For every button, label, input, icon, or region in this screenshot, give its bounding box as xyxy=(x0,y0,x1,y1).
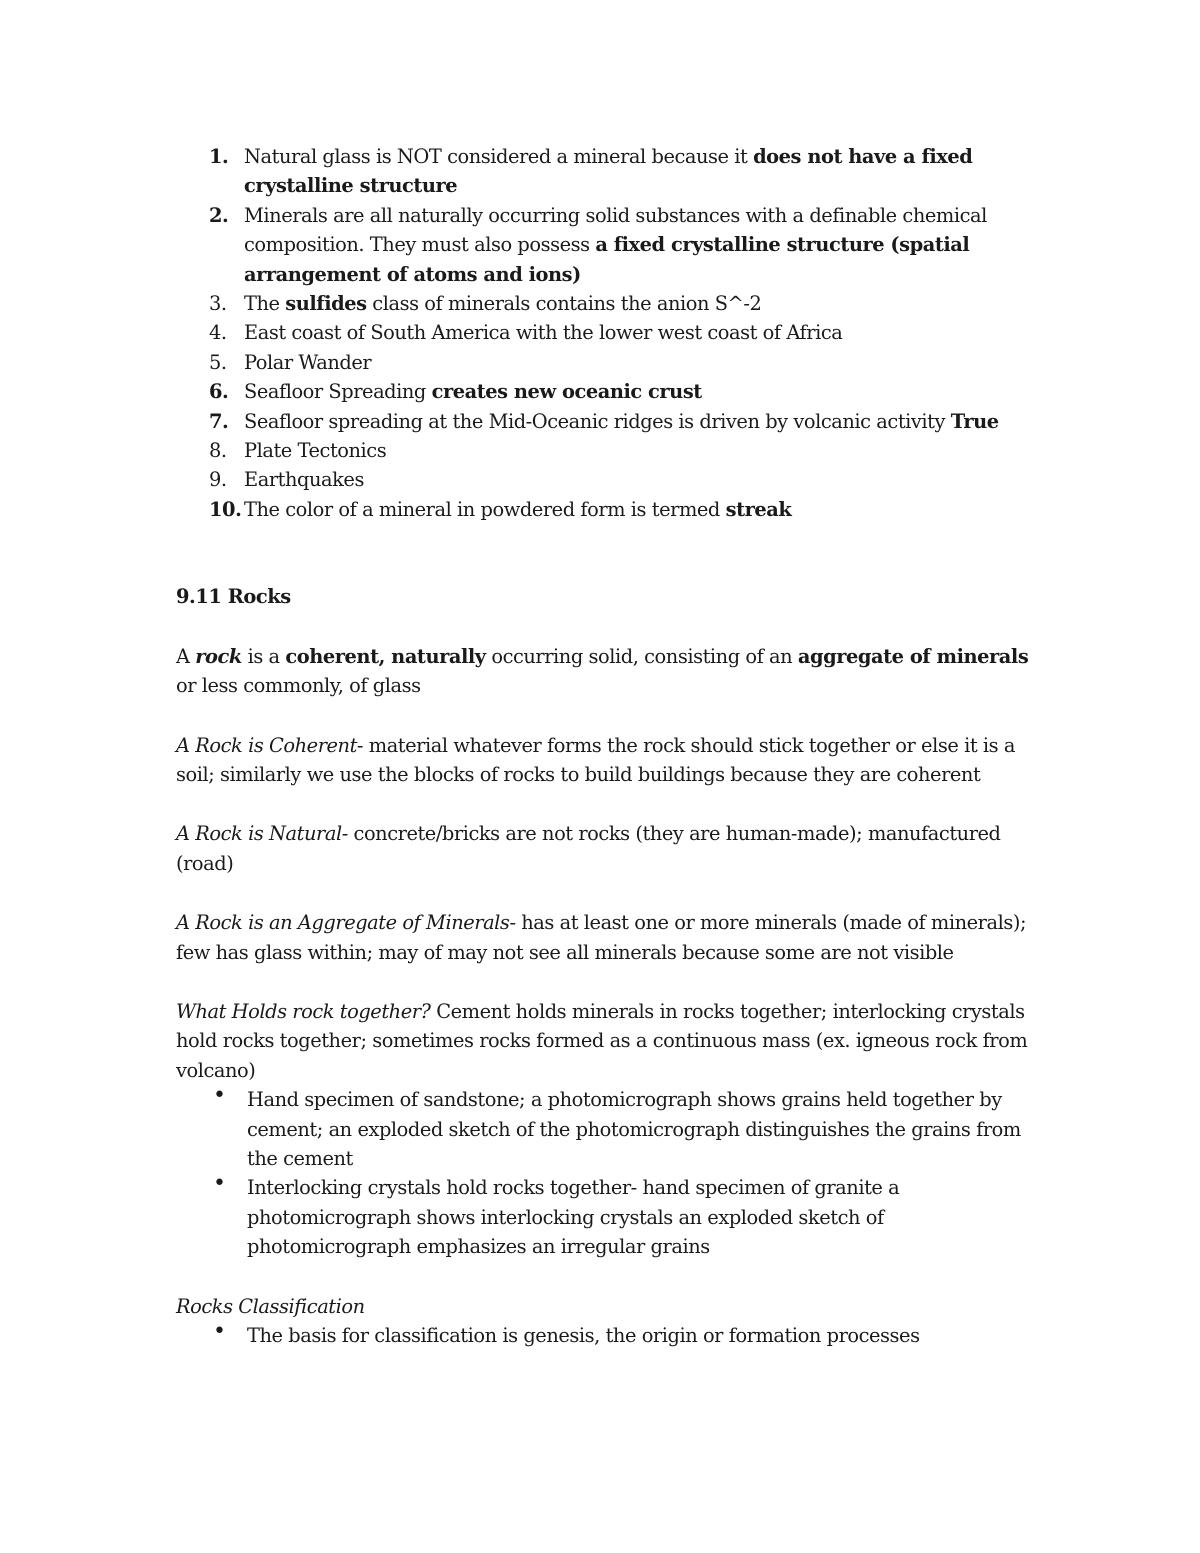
item-number: 9. xyxy=(209,468,227,492)
list-item: 3. The sulfides class of minerals contains the anion S^-2 xyxy=(176,289,1036,318)
item-number: 5. xyxy=(209,350,227,374)
list-item: • Interlocking crystals hold rocks together- hand specimen of granite a photomicrograph shows interlocking crystals an exploded sketch of photomicrograph emphasizes an irregular grains xyxy=(213,1171,900,1259)
item-number: 3. xyxy=(209,292,227,316)
classification-bullets xyxy=(176,1321,1036,1350)
bullet-icon: • xyxy=(213,1319,226,1344)
list-item: 4. East coast of South America with the lower west coast of Africa xyxy=(176,318,1036,347)
list-item: 6. Seafloor Spreading creates new oceanic crust xyxy=(176,377,1036,406)
list-item: • The basis for classification is genesis, the origin or formation processes xyxy=(213,1319,920,1347)
bullet-icon: • xyxy=(213,1083,226,1109)
holds-paragraph: What Holds rock together? Cement holds minerals in rocks together; interlocking crystals hold rocks together; sometimes rocks formed as a continuous mass (ex. igneous rock from volcano) xyxy=(176,999,1028,1082)
item-number: 2. xyxy=(209,203,229,227)
natural-paragraph: A Rock is Natural- concrete/bricks are not rocks (they are human-made); manufactured (road) xyxy=(176,822,1001,875)
list-item: 1. Natural glass is NOT considered a mineral because it does not have a fixed crystalline structure xyxy=(176,142,1036,201)
item-number: 7. xyxy=(209,409,229,433)
classification-heading: Rocks Classification xyxy=(176,1294,365,1318)
rock-definition: A rock is a coherent, naturally occurring solid, consisting of an aggregate of minerals or less commonly, of glass xyxy=(176,644,1029,698)
section-heading: 9.11 Rocks xyxy=(176,585,291,609)
list-item: 7. Seafloor spreading at the Mid-Oceanic ridges is driven by volcanic activity True xyxy=(176,407,1036,436)
item-number: 8. xyxy=(209,439,227,463)
item-number: 4. xyxy=(209,321,227,345)
list-item: • Hand specimen of sandstone; a photomicrograph shows grains held together by cement; an exploded sketch of the photomicrograph distinguishes the grains from the cement xyxy=(213,1083,1021,1170)
list-item: 9. Earthquakes xyxy=(176,465,1036,494)
document-page xyxy=(176,142,1036,1350)
holds-bullets xyxy=(176,1085,1036,1261)
item-number: 1. xyxy=(209,145,229,168)
list-item: 5. Polar Wander xyxy=(176,348,1036,377)
list-item: 8. Plate Tectonics xyxy=(176,436,1036,465)
coherent-paragraph: A Rock is Coherent- material whatever forms the rock should stick together or else it is a soil; similarly we use the blocks of rocks to build buildings because they are coherent xyxy=(176,733,1015,786)
aggregate-paragraph: A Rock is an Aggregate of Minerals- has at least one or more minerals (made of minerals); few has glass within; may of may not see all minerals because some are not visible xyxy=(176,911,1027,964)
list-item: 10. The color of a mineral in powdered form is termed streak xyxy=(176,495,1036,524)
answers-list xyxy=(176,142,1036,524)
list-item: 2. Minerals are all naturally occurring solid substances with a definable chemical composition. They must also possess a fixed crystalline structure (spatial arrangement of atoms and ions) xyxy=(176,201,1036,289)
bullet-icon: • xyxy=(213,1171,226,1197)
item-number: 10. xyxy=(209,497,242,521)
item-number: 6. xyxy=(209,380,229,404)
